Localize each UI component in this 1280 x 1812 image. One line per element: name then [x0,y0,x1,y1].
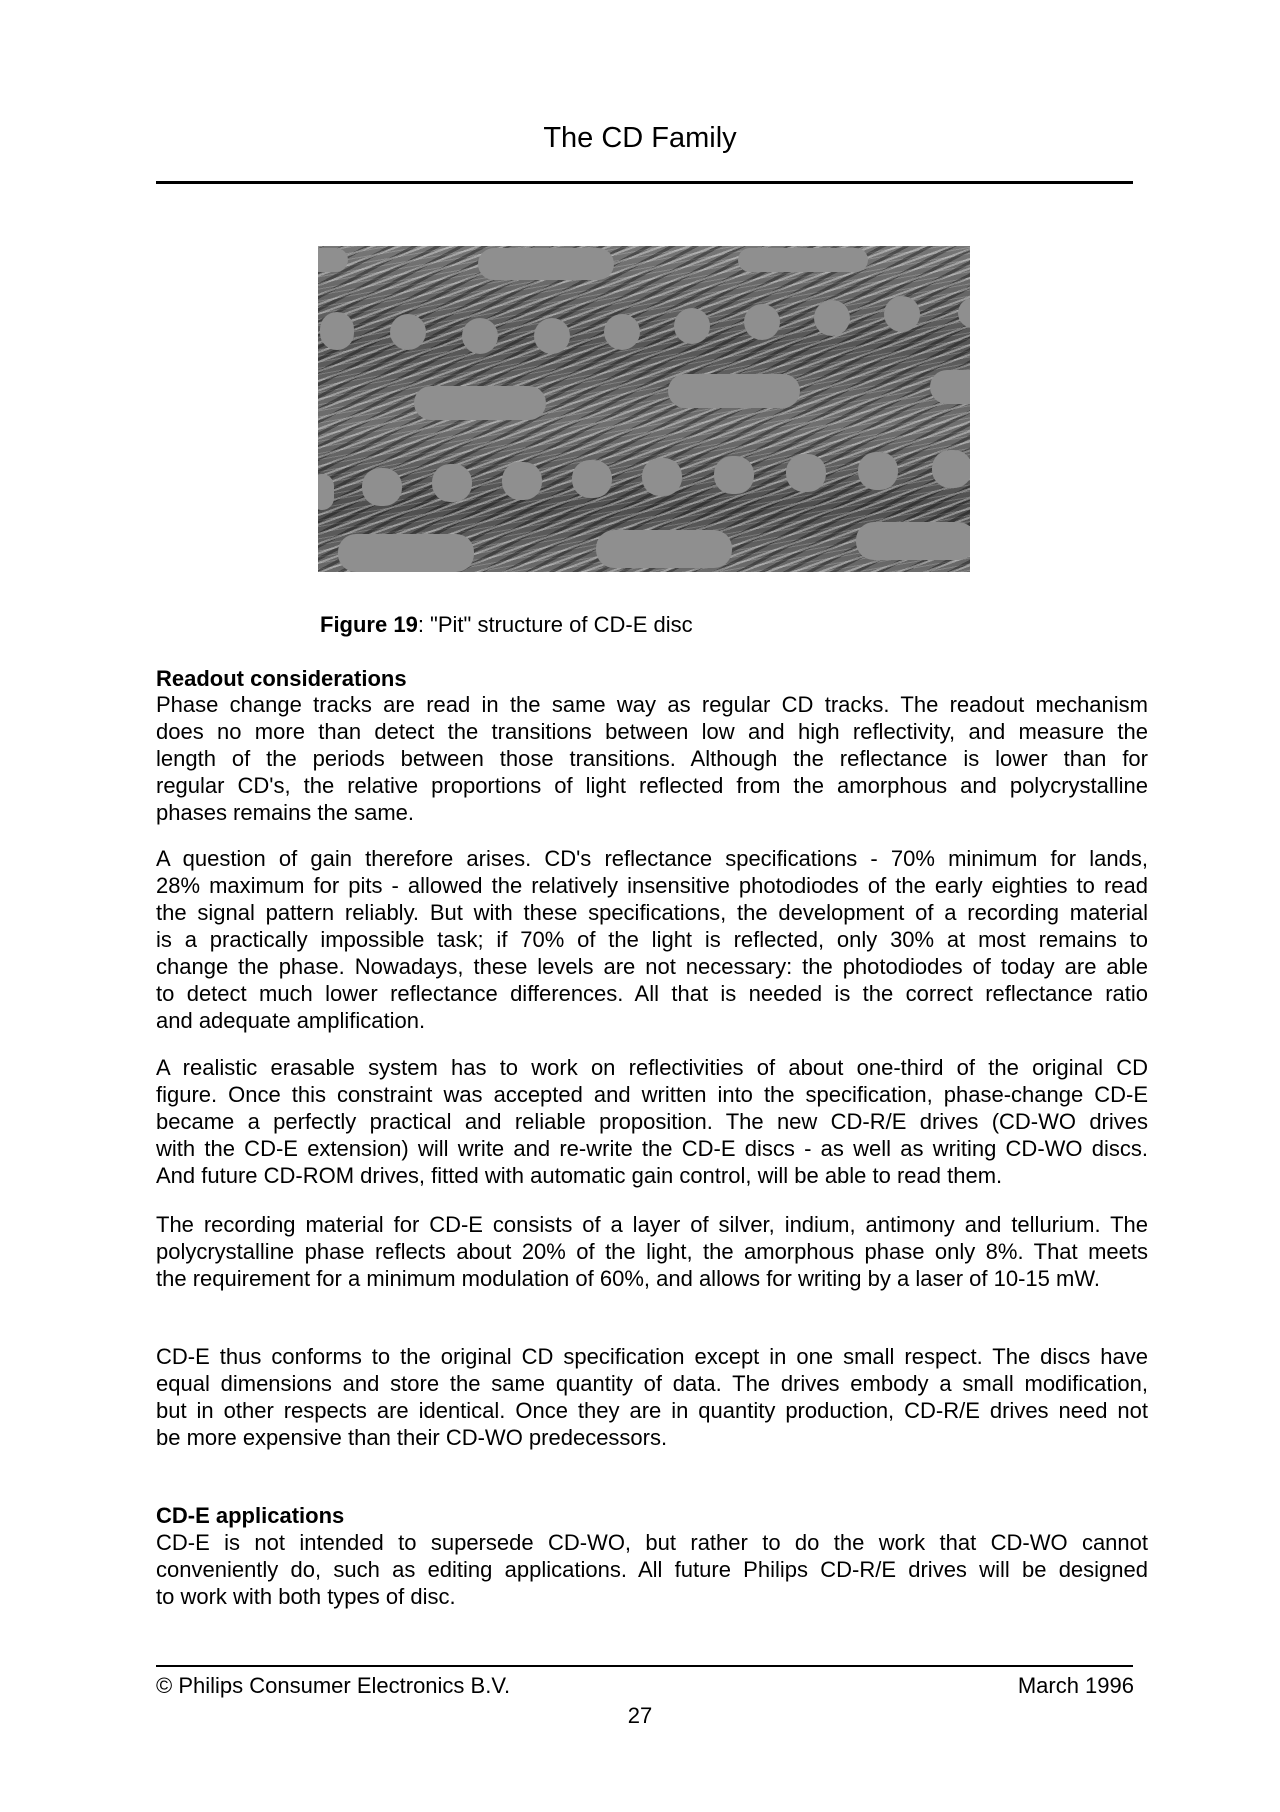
text-line: became a perfectly practical and reliable proposition. The new CD-R/E drives (CD-WO drives [156,1109,1148,1134]
text-line: length of the periods between those transitions. Although the reflectance is lower than for [156,746,1148,771]
figure-label: Figure 19 [320,612,418,637]
pit-mark [534,318,570,354]
pit-mark [596,530,732,568]
text-line: phases remains the same. [156,800,415,825]
text-line: regular CD's, the relative proportions of light reflected from the amorphous and polycrystalline [156,773,1148,798]
text-line: with the CD-E extension) will write and re-write the CD-E discs - as well as writing CD-WO discs. [156,1136,1148,1161]
pit-mark [674,308,710,344]
text-line: conveniently do, such as editing applications. All future Philips CD-R/E drives will be designed [156,1557,1148,1582]
pit-mark [462,318,498,354]
pit-mark [320,312,354,350]
page-header-title: The CD Family [543,122,737,154]
pit-mark [432,464,472,502]
pit-mark [858,452,898,490]
text-line: And future CD-ROM drives, fitted with automatic gain control, will be able to read them. [156,1163,1003,1188]
pit-mark [502,462,542,500]
pit-mark [414,386,546,420]
text-line: the signal pattern reliably. But with these specifications, the development of a recording material [156,900,1148,925]
text-line: The recording material for CD-E consists of a layer of silver, indium, antimony and tellurium. The [156,1212,1148,1237]
text-line: to detect much lower reflectance differences. All that is needed is the correct reflectance ratio [156,981,1148,1006]
pit-mark [856,522,970,560]
pit-mark [318,248,348,272]
pit-mark [668,374,800,408]
paragraph [156,845,1148,1034]
text-line: CD-E is not intended to supersede CD-WO, but rather to do the work that CD-WO cannot [156,1530,1148,1555]
footer-copyright: © Philips Consumer Electronics B.V. [156,1673,511,1698]
pit-mark [786,454,826,492]
text-line: polycrystalline phase reflects about 20% of the light, the amorphous phase only 8%. That meets [156,1239,1148,1264]
pit-mark [744,304,780,340]
pit-mark [714,456,754,494]
pit-mark [930,370,970,404]
text-line: CD-E thus conforms to the original CD specification except in one small respect. The discs have [156,1344,1148,1369]
paragraph [156,1343,1148,1451]
section-heading-readout: Readout considerations [156,666,407,691]
pit-mark [932,450,970,488]
figure-image [318,246,970,572]
pit-mark [478,248,614,280]
footer-rule [156,1665,1133,1667]
text-line: figure. Once this constraint was accepted and written into the specification, phase-change CD-E [156,1082,1148,1107]
pit-mark [814,300,850,336]
pit-mark [362,468,402,506]
text-line: but in other respects are identical. Once they are in quantity production, CD-R/E drives need not [156,1398,1148,1423]
text-line: Phase change tracks are read in the same way as regular CD tracks. The readout mechanism [156,692,1148,717]
paragraph [156,1054,1148,1189]
paragraph [156,1529,1148,1610]
pit-mark [338,534,474,572]
header-rule [156,181,1133,184]
section-heading-cde-applications: CD-E applications [156,1503,345,1528]
text-line: A realistic erasable system has to work on reflectivities of about one-third of the original CD [156,1055,1148,1080]
pit-mark [318,474,334,510]
figure-caption-text: : "Pit" structure of CD-E disc [417,612,693,637]
footer-date: March 1996 [1017,1673,1134,1698]
pit-mark [604,314,640,350]
text-line: A question of gain therefore arises. CD's reflectance specifications - 70% minimum for lands, [156,846,1148,871]
pit-mark [884,296,920,332]
figure-caption [320,612,693,638]
text-line: equal dimensions and store the same quantity of data. The drives embody a small modification, [156,1371,1148,1396]
pit-mark [642,458,682,496]
text-line: does no more than detect the transitions between low and high reflectivity, and measure the [156,719,1148,744]
text-line: be more expensive than their CD-WO predecessors. [156,1425,668,1450]
text-line: change the phase. Nowadays, these levels are not necessary: the photodiodes of today are able [156,954,1148,979]
paragraph [156,691,1148,826]
text-line: and adequate amplification. [156,1008,426,1033]
pit-mark [390,314,426,350]
page-number: 27 [627,1703,653,1728]
text-line: the requirement for a minimum modulation of 60%, and allows for writing by a laser of 10-15 mW. [156,1266,1100,1291]
text-line: to work with both types of disc. [156,1584,456,1609]
text-line: 28% maximum for pits - allowed the relatively insensitive photodiodes of the early eighties to read [156,873,1148,898]
paragraph [156,1211,1148,1292]
pit-mark [738,248,868,272]
pit-mark [572,460,612,498]
text-line: is a practically impossible task; if 70% of the light is reflected, only 30% at most remains to [156,927,1148,952]
